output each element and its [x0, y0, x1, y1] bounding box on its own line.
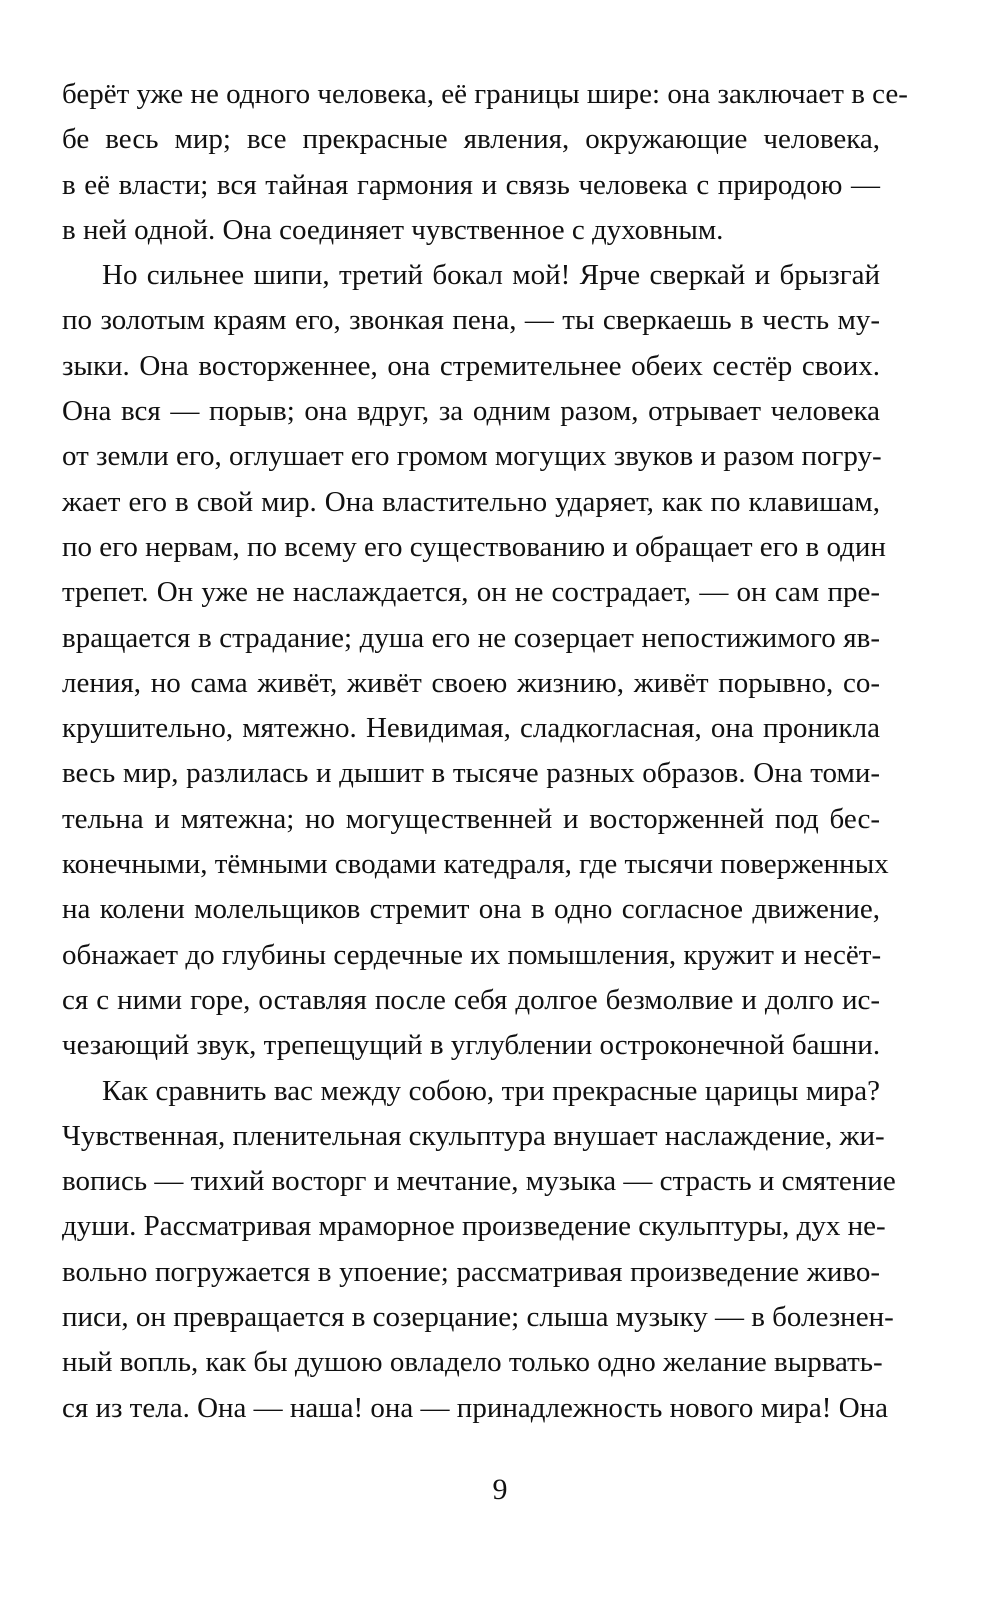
text-line: жает его в свой мир. Она властительно ударяет, как по клавишам,: [62, 485, 880, 518]
text-line: по золотым краям его, звонкая пена, — ты сверкаешь в честь му-: [62, 304, 880, 337]
text-line: писи, он превращается в созерцание; слыша музыку — в болезнен-: [62, 1301, 894, 1334]
text-line: бе весь мир; все прекрасные явления, окружающие человека,: [62, 123, 880, 156]
text-line: вольно погружается в упоение; рассматривая произведение живо-: [62, 1255, 880, 1288]
text-line: конечными, тёмными сводами катедраля, где тысячи поверженных: [62, 848, 889, 881]
text-line: чезающий звук, трепещущий в углублении остроконечной башни.: [62, 1029, 881, 1062]
text-line: Чувственная, пленительная скульптура внушает наслаждение, жи-: [62, 1119, 885, 1152]
text-line: по его нервам, по всему его существованию и обращает его в один: [62, 530, 886, 563]
body-text: [62, 72, 908, 1431]
text-line: берёт уже не одного человека, её границы шире: она заключает в се-: [62, 78, 908, 110]
text-line: от земли его, оглушает его громом могущих звуков и разом погру-: [62, 440, 882, 473]
text-line: Как сравнить вас между собою, три прекрасные царицы мира?: [102, 1074, 880, 1107]
text-line: зыки. Она восторженнее, она стремительнее обеих сестёр своих.: [62, 349, 880, 382]
text-line: в ней одной. Она соединяет чувственное с духовным.: [62, 213, 724, 246]
text-line: ления, но сама живёт, живёт своею жизнию, живёт порывно, со-: [62, 666, 880, 699]
text-line: обнажает до глубины сердечные их помышления, кружит и несёт-: [62, 938, 882, 971]
text-line: Она вся — порыв; она вдруг, за одним разом, отрывает человека: [62, 395, 880, 428]
text-line: крушительно, мятежно. Невидимая, сладкогласная, она проникла: [62, 712, 880, 745]
text-line: в её власти; вся тайная гармония и связь человека с природою —: [62, 168, 880, 201]
text-line: ся из тела. Она — наша! она — принадлежность нового мира! Она: [62, 1391, 889, 1424]
text-line: трепет. Он уже не наслаждается, он не сострадает, — он сам пре-: [62, 576, 880, 609]
text-line: души. Рассматривая мраморное произведение скульптуры, дух не-: [62, 1210, 886, 1243]
text-line: ный вопль, как бы душою овладело только одно желание вырвать-: [62, 1346, 883, 1379]
text-line: весь мир, разлилась и дышит в тысяче разных образов. Она томи-: [62, 757, 880, 790]
text-line: Но сильнее шипи, третий бокал мой! Ярче сверкай и брызгай: [102, 259, 880, 292]
page-number: 9: [492, 1473, 508, 1506]
text-line: тельна и мятежна; но могущественней и восторженней под бес-: [62, 802, 880, 835]
text-line: ся с ними горе, оставляя после себя долгое безмолвие и долго ис-: [62, 983, 880, 1016]
text-line: вращается в страдание; душа его не созерцает непостижимого яв-: [62, 621, 880, 654]
text-line: на колени молельщиков стремит она в одно согласное движение,: [62, 893, 880, 926]
text-line: вопись — тихий восторг и мечтание, музыка — страсть и смятение: [62, 1165, 896, 1198]
